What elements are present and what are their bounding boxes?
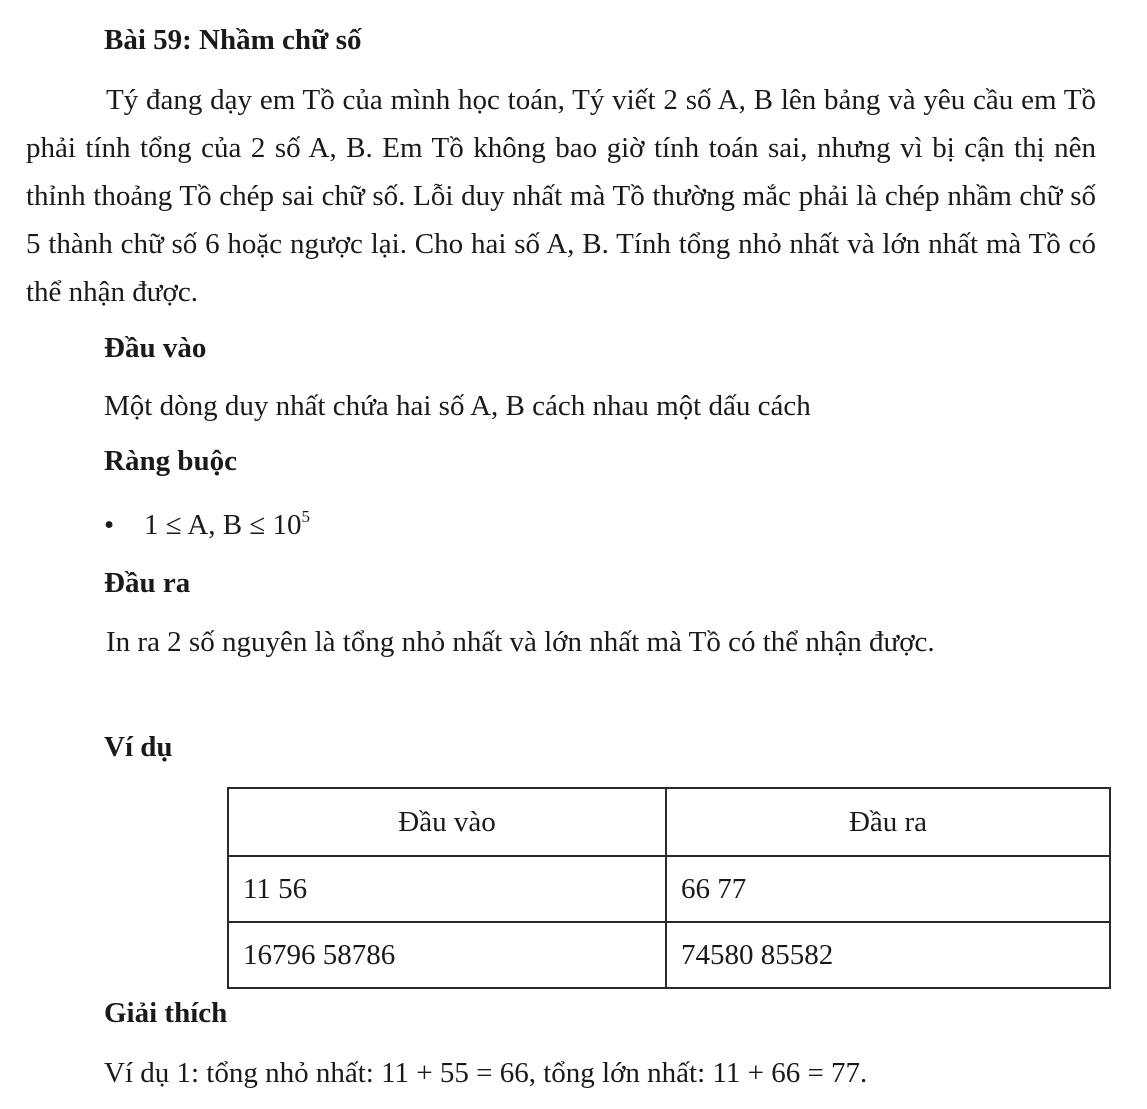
constraint-item (104, 508, 310, 540)
table-cell: 11 56 (228, 856, 666, 922)
input-description: Một dòng duy nhất chứa hai số A, B cách nhau một dấu cách (104, 390, 811, 422)
bullet-icon: • (104, 509, 115, 541)
constraint-exponent: 5 (301, 507, 311, 526)
constraints-heading: Ràng buộc (104, 445, 237, 477)
example-table (227, 787, 1111, 989)
output-description: In ra 2 số nguyên là tổng nhỏ nhất và lớn nhất mà Tồ có thể nhận được. (106, 626, 935, 658)
table-header-row (228, 788, 1110, 856)
table-row (228, 922, 1110, 988)
output-heading: Đầu ra (104, 567, 191, 599)
table-cell: 74580 85582 (666, 922, 1110, 988)
column-header-input: Đầu vào (228, 788, 666, 856)
table-row (228, 856, 1110, 922)
column-header-output: Đầu ra (666, 788, 1110, 856)
constraint-expression: 1 ≤ A, B ≤ 10 (144, 509, 302, 541)
table-cell: 66 77 (666, 856, 1110, 922)
problem-statement: Tý đang dạy em Tồ của mình học toán, Tý viết 2 số A, B lên bảng và yêu cầu em Tồ phải tính tổng của 2 số A, B. Em Tồ không bao giờ tính toán sai, nhưng vì bị cận thị nên thỉnh thoảng Tồ chép sai chữ số. Lỗi duy nhất mà Tồ thường mắc phải là chép nhầm chữ số 5 thành chữ số 6 hoặc ngược lại. Cho hai số A, B. Tính tổng nhỏ nhất và lớn nhất mà Tồ có thể nhận được. (26, 84, 1096, 308)
problem-title: Bài 59: Nhầm chữ số (104, 24, 362, 56)
explanation-text: Ví dụ 1: tổng nhỏ nhất: 11 + 55 = 66, tổng lớn nhất: 11 + 66 = 77. (104, 1057, 868, 1089)
explanation-heading: Giải thích (104, 997, 228, 1029)
example-heading: Ví dụ (104, 731, 173, 763)
table-cell: 16796 58786 (228, 922, 666, 988)
input-heading: Đầu vào (104, 332, 207, 364)
